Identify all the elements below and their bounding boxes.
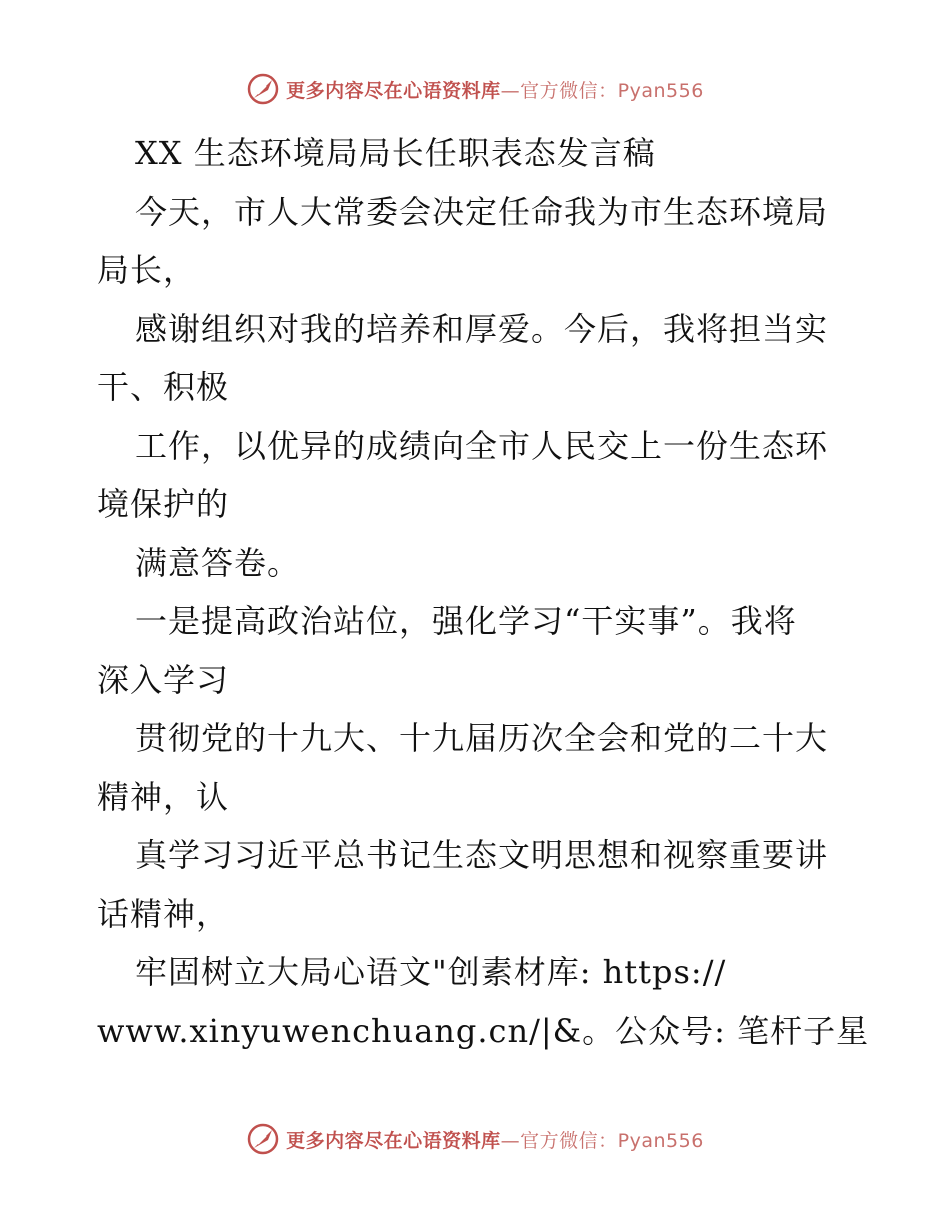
paragraph-line: 真学习习近平总书记生态文明思想和视察重要讲 xyxy=(135,836,829,874)
document-body xyxy=(97,124,870,1060)
paragraph-line: 局长， xyxy=(97,251,197,289)
paragraph-line: 一是提高政治站位，强化学习“干实事”。我将 xyxy=(135,602,797,640)
watermark-text: 更多内容尽在心语资料库—官方微信：Pyan556 xyxy=(286,79,704,102)
paragraph-line: 境保护的 xyxy=(97,485,230,523)
paragraph-line: 工作，以优异的成绩向全市人民交上一份生态环 xyxy=(135,426,829,465)
paragraph-line: 贯彻党的十九大、十九届历次全会和党的二十大 xyxy=(135,719,829,757)
quill-logo-icon xyxy=(246,72,280,106)
quill-logo-icon xyxy=(246,1122,280,1156)
paragraph-line: 满意答卷。 xyxy=(135,543,301,582)
paragraph-line: 干、积极 xyxy=(97,368,230,406)
paragraph-line: 深入学习 xyxy=(97,660,230,699)
doc-title: XX 生态环境局局长任职表态发言稿 xyxy=(135,134,656,172)
paragraph-line: 精神，认 xyxy=(97,777,230,816)
paragraph-line: 感谢组织对我的培养和厚爱。今后，我将担当实 xyxy=(135,309,829,348)
paragraph-line: 牢固树立大局心语文"创素材库: https:// xyxy=(135,953,727,991)
footer-watermark xyxy=(0,1122,950,1156)
paragraph-line: 话精神， xyxy=(97,894,230,933)
watermark-text: 更多内容尽在心语资料库—官方微信：Pyan556 xyxy=(286,1129,704,1152)
paragraph-line: 今天，市人大常委会决定任命我为市生态环境局 xyxy=(135,192,829,231)
paragraph-line: www.xinyuwenchuang.cn/|&。公众号: 笔杆子星 xyxy=(97,1011,870,1050)
header-watermark xyxy=(0,72,950,106)
